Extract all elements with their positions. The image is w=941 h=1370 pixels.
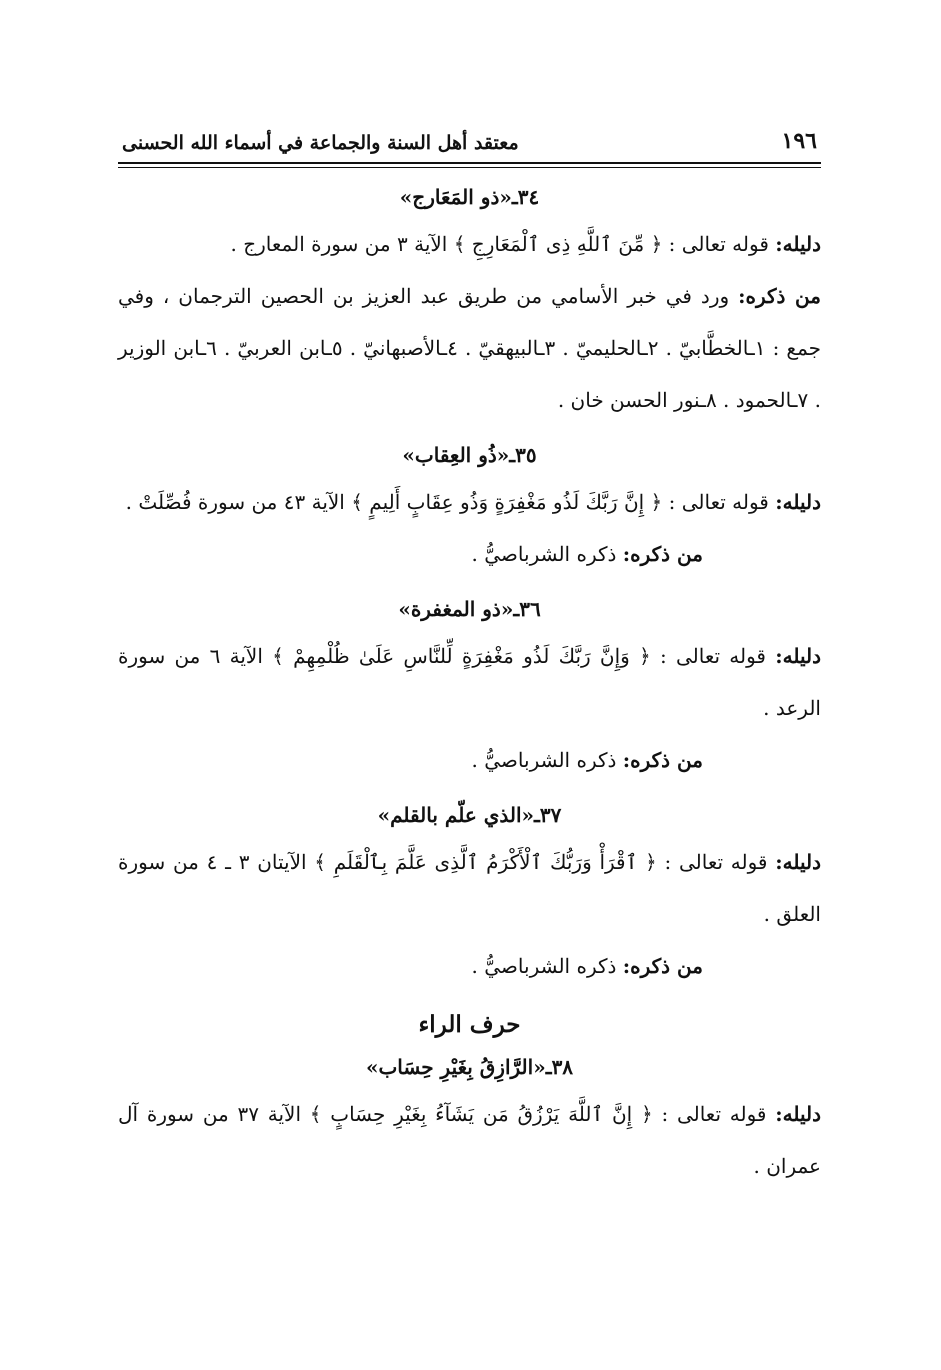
evidence-text: قوله تعالى : ﴿ وَإِنَّ رَبَّكَ لَذُو مَغْفِرَةٍ لِّلنَّاسِ عَلَىٰ ظُلْمِهِمْ ﴾ الآية ٦ من سورة الرعد . bbox=[118, 644, 821, 720]
mention-paragraph-36 bbox=[118, 734, 821, 786]
document-page bbox=[118, 118, 821, 1192]
evidence-text: قوله تعالى : ﴿ إِنَّ ٱللَّهَ يَرْزُقُ مَن يَشَآءُ بِغَيْرِ حِسَابٍ ﴾ الآية ٣٧ من سورة آل عمران . bbox=[118, 1102, 821, 1178]
page-number: ١٩٦ bbox=[781, 128, 817, 154]
section-heading-37: ٣٧ـ«الذي علّم بالقلم» bbox=[377, 803, 562, 827]
evidence-label: دليله: bbox=[775, 644, 821, 668]
section-heading-36: ٣٦ـ«ذو المغفرة» bbox=[398, 597, 541, 621]
evidence-paragraph-35 bbox=[118, 476, 821, 528]
evidence-label: دليله: bbox=[775, 232, 821, 256]
running-title: معتقد أهل السنة والجماعة في أسماء الله الحسنى bbox=[122, 132, 519, 154]
section-heading-38: ٣٨ـ«الرَّازِقُ بِغَيْرِ حِسَاب» bbox=[365, 1055, 574, 1079]
letter-heading: حرف الراء bbox=[418, 1011, 521, 1038]
section-heading-35: ٣٥ـ«ذُو العِقاب» bbox=[402, 443, 537, 467]
header-rule-thick bbox=[118, 162, 821, 164]
mention-paragraph-35 bbox=[118, 528, 821, 580]
evidence-text: قوله تعالى : ﴿ مِّنَ ٱللَّهِ ذِى ٱلْمَعَارِجِ ﴾ الآية ٣ من سورة المعارج . bbox=[230, 232, 776, 256]
mention-label: من ذكره: bbox=[622, 542, 703, 566]
section-heading-34: ٣٤ـ«ذو المَعَارج» bbox=[399, 185, 540, 209]
evidence-paragraph-34 bbox=[118, 218, 821, 270]
header-rule-thin bbox=[118, 167, 821, 168]
evidence-label: دليله: bbox=[775, 1102, 821, 1126]
mention-label: من ذكره: bbox=[622, 748, 703, 772]
evidence-label: دليله: bbox=[775, 850, 821, 874]
mention-label: من ذكره: bbox=[622, 954, 703, 978]
evidence-label: دليله: bbox=[775, 490, 821, 514]
mention-text: ذكره الشرباصيُّ . bbox=[471, 954, 623, 978]
mention-text: ورد في خبر الأسامي من طريق عبد العزيز بن الحصين الترجمان ، وفي جمع : ١ـالخطَّابيّ . ٢ـالحليميّ . ٣ـالبيهقيّ . ٤ـالأصبهانيّ . ٥ـابن العربيّ . ٦ـابن الوزير . ٧ـالحمود . ٨ـنور الحسن خان . bbox=[118, 284, 822, 412]
evidence-paragraph-36 bbox=[118, 630, 821, 734]
evidence-text: قوله تعالى : ﴿ ٱقْرَأْ وَرَبُّكَ ٱلْأَكْرَمُ ٱلَّذِى عَلَّمَ بِٱلْقَلَمِ ﴾ الآيتان ٣ ـ ٤ من سورة العلق . bbox=[118, 850, 821, 926]
evidence-paragraph-37 bbox=[118, 836, 821, 940]
mention-text: ذكره الشرباصيُّ . bbox=[471, 748, 623, 772]
evidence-paragraph-38 bbox=[118, 1088, 821, 1192]
page-header bbox=[118, 118, 821, 154]
mention-paragraph-37 bbox=[118, 940, 821, 992]
mention-text: ذكره الشرباصيُّ . bbox=[471, 542, 623, 566]
mention-paragraph-34 bbox=[118, 270, 821, 426]
evidence-text: قوله تعالى : ﴿ إِنَّ رَبَّكَ لَذُو مَغْفِرَةٍ وَذُو عِقَابٍ أَلِيمٍ ﴾ الآية ٤٣ من سورة فُصِّلَتْ . bbox=[125, 490, 776, 514]
mention-label: من ذكره: bbox=[738, 284, 821, 308]
